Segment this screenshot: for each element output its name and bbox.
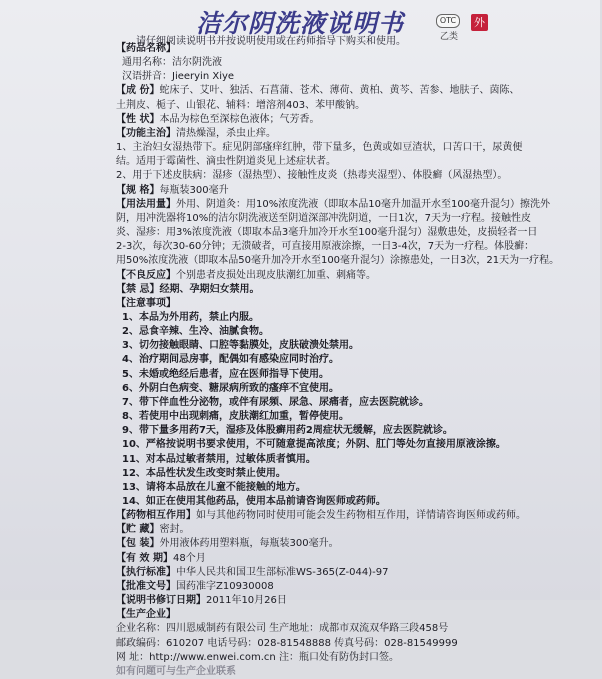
text-line [116, 481, 602, 495]
text-line [116, 396, 602, 410]
text-line [116, 410, 602, 424]
section-label: 【有 效 期】 [116, 552, 173, 564]
section-label: 【生产企业】 [116, 609, 176, 621]
line-text: 12、本品性状发生改变时禁止使用。 [122, 467, 286, 479]
page-title: 洁尔阴洗液说明书 [196, 9, 405, 38]
line-text: 48个月 [172, 552, 206, 564]
line-text: 2-3次，每次30-60分钟；无溃破者，可直接用原液涂擦，一日3-4次，7天为一疗程。体股癣： [116, 241, 535, 253]
text-line [116, 226, 602, 240]
text-line [116, 594, 602, 608]
line-text: 通用名称：洁尔阴洗液 [122, 57, 222, 69]
text-line [116, 580, 602, 594]
text-line [116, 552, 602, 566]
line-text: 用50%浓度洗液（即取本品50毫升加冷开水至100毫升混匀）涂擦患处，一日3次，21天为一疗程。 [116, 255, 560, 267]
line-text: 10、严格按说明书要求使用，不可随意提高浓度；外阴、肛门等处勿直接用原液涂擦。 [122, 439, 506, 451]
line-text: 3、切勿接触眼睛、口腔等黏膜处，皮肤破溃处禁用。 [122, 340, 359, 352]
text-line [116, 141, 602, 155]
section-label: 【药物相互作用】 [116, 510, 196, 522]
text-line [116, 283, 602, 297]
line-text: 5、未婚或绝经后患者，应在医师指导下使用。 [122, 368, 329, 380]
otc-type-label: 乙类 [440, 32, 459, 42]
text-line [116, 339, 602, 353]
text-line [116, 184, 602, 198]
line-text: 外用液体药用塑料瓶，每瓶装300毫升。 [159, 538, 339, 550]
text-line [116, 523, 602, 537]
text-line [116, 325, 602, 339]
line-text: 网 址：http://www.enwei.com.cn 注：瓶口处有防伪封口签。 [116, 651, 399, 663]
text-line [116, 382, 602, 396]
text-line [116, 353, 602, 367]
text-line [116, 99, 602, 113]
text-line [116, 495, 602, 509]
text-line [116, 70, 602, 84]
line-text: 11、对本品过敏者禁用，过敏体质者慎用。 [122, 453, 316, 465]
external-use-badge: 外 [471, 14, 488, 31]
text-line [116, 42, 602, 56]
text-line [116, 311, 602, 325]
section-label: 【药品名称】 [116, 43, 176, 54]
section-label: 【贮 藏】 [116, 524, 160, 536]
text-line [116, 438, 602, 452]
line-text: 如有问题可与生产企业联系 [116, 665, 236, 677]
text-line [116, 566, 602, 580]
text-line [116, 56, 602, 70]
line-text: 中华人民共和国卫生部标准WS-365(Z-044)-97 [176, 566, 389, 578]
line-text: 1、本品为外用药，禁止内服。 [122, 311, 259, 323]
text-line [116, 608, 602, 622]
text-line [116, 665, 602, 679]
text-line [116, 155, 602, 169]
text-line [116, 127, 602, 141]
line-text: 本品为棕色至深棕色液体；气芳香。 [159, 113, 320, 125]
section-label: 【注意事项】 [116, 297, 176, 309]
text-line [116, 240, 602, 254]
line-text: 经期、孕期妇女禁用。 [159, 283, 260, 295]
otc-mark: OTC [436, 14, 460, 28]
text-line [116, 637, 602, 651]
text-line [116, 467, 602, 481]
line-text: 14、如正在使用其他药品，使用本品前请咨询医师或药师。 [122, 496, 386, 507]
line-text: 4、治疗期间忌房事，配偶如有感染应同时治疗。 [122, 354, 339, 366]
text-line [116, 453, 602, 467]
line-text: 6、外阴白色病变、糖尿病所致的瘙痒不宜使用。 [122, 382, 339, 394]
text-line [116, 424, 602, 438]
line-text: 邮政编码：610207 电话号码：028-81548888 传真号码：028-81549999 [116, 637, 458, 649]
text-line [116, 368, 602, 382]
section-label: 【说明书修订日期】 [116, 595, 206, 607]
line-text: 每瓶装300毫升 [159, 184, 229, 196]
section-label: 【批准文号】 [116, 580, 176, 592]
text-line [116, 622, 602, 636]
text-line [116, 113, 602, 127]
line-text: 2011年10月26日 [206, 595, 287, 607]
line-text: 炎、湿疹：用3%浓度洗液（即取本品3毫升加冷开水至100毫升混匀）湿敷患处，皮损轻者一日 [116, 227, 538, 239]
section-label: 【禁 忌】 [116, 283, 160, 295]
line-text: 密封。 [159, 524, 190, 536]
line-text: 清热燥湿，杀虫止痒。 [176, 127, 276, 139]
line-text: 13、请将本品放在儿童不能接触的地方。 [122, 481, 306, 493]
text-line [116, 198, 602, 212]
line-text: 国药准字Z10930008 [176, 580, 274, 592]
section-label: 【性 状】 [116, 113, 160, 125]
text-line [116, 509, 602, 523]
section-label: 【执行标准】 [116, 566, 176, 578]
line-text: 8、若使用中出现刺痛，皮肤潮红加重，暂停使用。 [122, 411, 349, 423]
text-line [116, 297, 602, 311]
line-text: 2、忌食辛辣、生冷、油腻食物。 [122, 326, 269, 338]
line-text: 2、用于下述皮肤病：湿疹（湿热型）、接触性皮炎（热毒夹湿型）、体股癣（风湿热型）。 [116, 170, 508, 182]
line-text: 土荆皮、栀子、山银花、辅料：增溶剂403、苯甲酸钠。 [116, 99, 366, 111]
text-line [116, 254, 602, 268]
line-text: 如与其他药物同时使用可能会发生药物相互作用，详情请咨询医师或药师。 [196, 510, 526, 522]
text-line [116, 651, 602, 665]
text-line [116, 169, 602, 183]
line-text: 阴，用冲洗器将10%的洁尔阴洗液送至阴道深部冲洗阴道，一日1次，7天为一疗程。接触性皮 [116, 212, 531, 224]
section-label: 【用法用量】 [116, 198, 176, 210]
text-line [116, 537, 602, 551]
line-text: 外用、阴道灸：用10%浓度洗液（即取本品10毫升加温开水至100毫升混匀）擦洗外 [176, 198, 551, 210]
line-text: 蛇床子、艾叶、独活、石菖蒲、苍术、薄荷、黄柏、黄芩、苦参、地肤子、茵陈、 [159, 85, 520, 97]
section-label: 【成 份】 [116, 85, 160, 97]
section-label: 【功能主治】 [116, 127, 176, 139]
usage-notice: 请仔细阅读说明书并按说明使用或在药师指导下购买和使用。 [136, 36, 406, 47]
section-label: 【包 装】 [116, 538, 160, 550]
text-line [116, 212, 602, 226]
line-text: 汉语拼音：Jieeryin Xiye [122, 71, 235, 83]
section-label: 【不良反应】 [116, 269, 176, 281]
instruction-content [116, 42, 602, 679]
line-text: 个别患者皮损处出现皮肤潮红加重、刺痛等。 [176, 269, 376, 281]
line-text: 1、主治妇女湿热带下。症见阴部瘙痒红肿，带下量多，色黄或如豆渣状，口苦口干，尿黄便 [116, 142, 523, 154]
line-text: 7、带下伴血性分泌物，或伴有尿频、尿急、尿痛者，应去医院就诊。 [122, 396, 429, 408]
text-line [116, 84, 602, 98]
text-line [116, 269, 602, 283]
section-label: 【规 格】 [116, 184, 160, 196]
line-text: 结。适用于霉菌性、滴虫性阴道炎见上述症状者。 [116, 156, 336, 168]
line-text: 企业名称：四川恩威制药有限公司 生产地址：成都市双流双华路三段458号 [116, 623, 449, 635]
line-text: 9、带下量多用药7天，湿疹及体股癣用药2周症状无缓解，应去医院就诊。 [122, 425, 453, 437]
